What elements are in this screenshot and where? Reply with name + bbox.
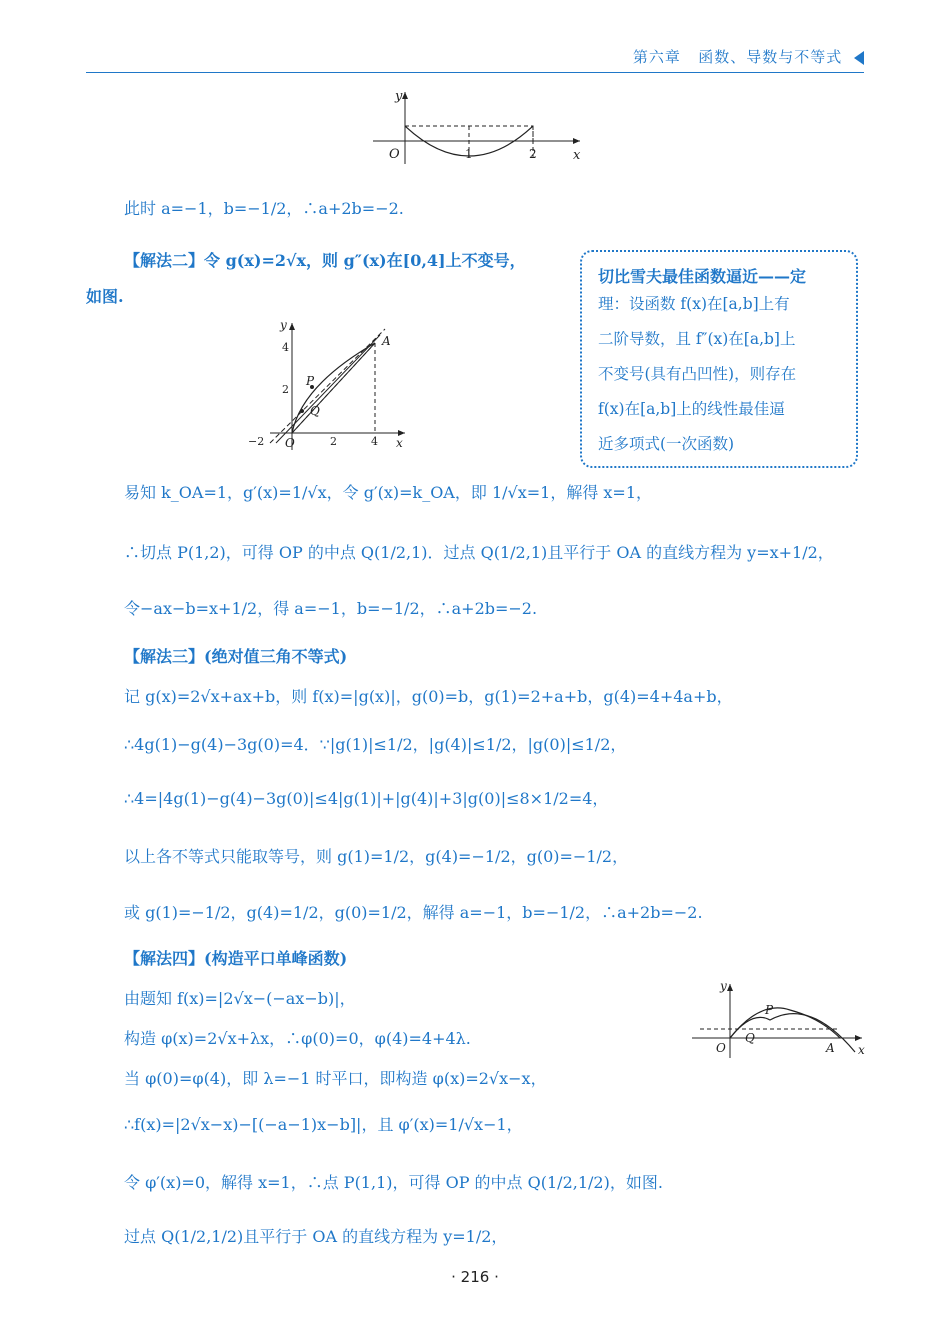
text-line-19: 过点 Q(1/2,1/2)且平行于 OA 的直线方程为 y=1/2， <box>124 1227 508 1246</box>
note-line: 二阶导数，且 f″(x)在[a,b]上 <box>598 330 796 348</box>
text-line-3: 如图. <box>86 287 124 306</box>
text-line-1: 此时 a=−1，b=−1/2，∴a+2b=−2. <box>124 199 404 218</box>
fig3-y-label: y <box>720 980 727 993</box>
chapter-label: 第六章 <box>632 48 681 66</box>
note-line: 不变号(具有凸凹性)，则存在 <box>598 365 797 383</box>
fig2-xtick-2: 2 <box>330 435 337 448</box>
note-title: 切比雪夫最佳函数逼近——定 <box>598 267 807 286</box>
text-line-5: ∴切点 P(1,2)，可得 OP 的中点 Q(1/2,1)．过点 Q(1/2,1)且平行于 OA 的直线方程为 y=x+1/2， <box>124 543 834 562</box>
text-line-6: 令−ax−b=x+1/2，得 a=−1，b=−1/2，∴a+2b=−2. <box>124 599 538 618</box>
text-line-16: 当 φ(0)=φ(4)，即 λ=−1 时平口，即构造 φ(x)=2√x−x， <box>124 1069 547 1088</box>
fig1-tick-1: 1 <box>465 147 473 161</box>
theorem-note-box <box>580 250 858 468</box>
text-line-14: 由题知 f(x)=|2√x−(−ax−b)|， <box>124 989 356 1008</box>
fig2-y-label: y <box>280 318 287 332</box>
fig2-Q-label: Q <box>310 404 320 418</box>
fig1-y-label: y <box>395 89 403 104</box>
text-line-7: 【解法三】(绝对值三角不等式) <box>124 647 348 666</box>
fig2-P-label: P <box>306 374 315 388</box>
fig2-ytick-4: 4 <box>282 341 289 354</box>
fig2-x-label: x <box>396 436 403 450</box>
header-rule <box>86 72 864 73</box>
fig3-P-label: P <box>765 1003 774 1017</box>
figure-1 <box>365 86 595 168</box>
fig3-x-label: x <box>858 1043 865 1057</box>
fig3-A-label: A <box>826 1041 835 1055</box>
text-line-11: 以上各不等式只能取等号，则 g(1)=1/2，g(4)=−1/2，g(0)=−1/2， <box>124 847 629 866</box>
fig2-A-label: A <box>382 334 391 348</box>
fig1-x-label: x <box>573 148 581 163</box>
chapter-header <box>633 46 864 67</box>
fig1-tick-2: 2 <box>529 147 537 161</box>
fig2-xtick-neg2: −2 <box>248 435 265 448</box>
text-line-13: 【解法四】(构造平口单峰函数) <box>124 949 348 968</box>
note-line: f(x)在[a,b]上的线性最佳逼 <box>598 400 785 418</box>
triangle-marker-icon <box>854 51 864 65</box>
text-line-12: 或 g(1)=−1/2，g(4)=1/2，g(0)=1/2，解得 a=−1，b=−1/2，∴a+2b=−2. <box>124 903 703 922</box>
fig2-ytick-2: 2 <box>282 383 289 396</box>
fig1-origin-label: O <box>389 147 400 162</box>
text-line-9: ∴4g(1)−g(4)−3g(0)=4．∵|g(1)|≤1/2，|g(4)|≤1/2，|g(0)|≤1/2， <box>124 735 627 754</box>
fig2-xtick-4: 4 <box>371 435 378 448</box>
text-line-15: 构造 φ(x)=2√x+λx，∴φ(0)=0，φ(4)=4+4λ. <box>124 1029 471 1048</box>
fig3-origin-label: O <box>716 1041 726 1055</box>
page-number: · 216 · <box>451 1268 499 1286</box>
fig2-origin-label: O <box>285 436 295 450</box>
text-line-2: 【解法二】令 g(x)=2√x，则 g″(x)在[0,4]上不变号， <box>124 251 526 270</box>
text-line-10: ∴4=|4g(1)−g(4)−3g(0)|≤4|g(1)|+|g(4)|+3|g(0)|≤8×1/2=4， <box>124 789 609 808</box>
text-line-8: 记 g(x)=2√x+ax+b，则 f(x)=|g(x)|，g(0)=b，g(1)=2+a+b，g(4)=4+4a+b， <box>124 687 733 706</box>
figure-2 <box>240 315 410 455</box>
note-line: 理：设函数 f(x)在[a,b]上有 <box>598 295 790 313</box>
figure-1-svg <box>365 86 595 168</box>
text-line-4: 易知 k_OA=1，g′(x)=1/√x，令 g′(x)=k_OA，即 1/√x=1，解得 x=1， <box>124 483 653 502</box>
figure-2-svg <box>240 315 410 455</box>
text-line-17: ∴f(x)=|2√x−x)−[(−a−1)x−b]|，且 φ′(x)=1/√x−1， <box>124 1115 523 1134</box>
figure-3 <box>690 980 870 1060</box>
text-line-18: 令 φ′(x)=0，解得 x=1，∴点 P(1,1)，可得 OP 的中点 Q(1/2,1/2)，如图. <box>124 1173 663 1192</box>
figure-3-svg <box>690 980 870 1060</box>
note-line: 近多项式(一次函数) <box>598 435 735 453</box>
chapter-title: 函数、导数与不等式 <box>698 48 843 66</box>
fig3-Q-label: Q <box>745 1031 755 1045</box>
